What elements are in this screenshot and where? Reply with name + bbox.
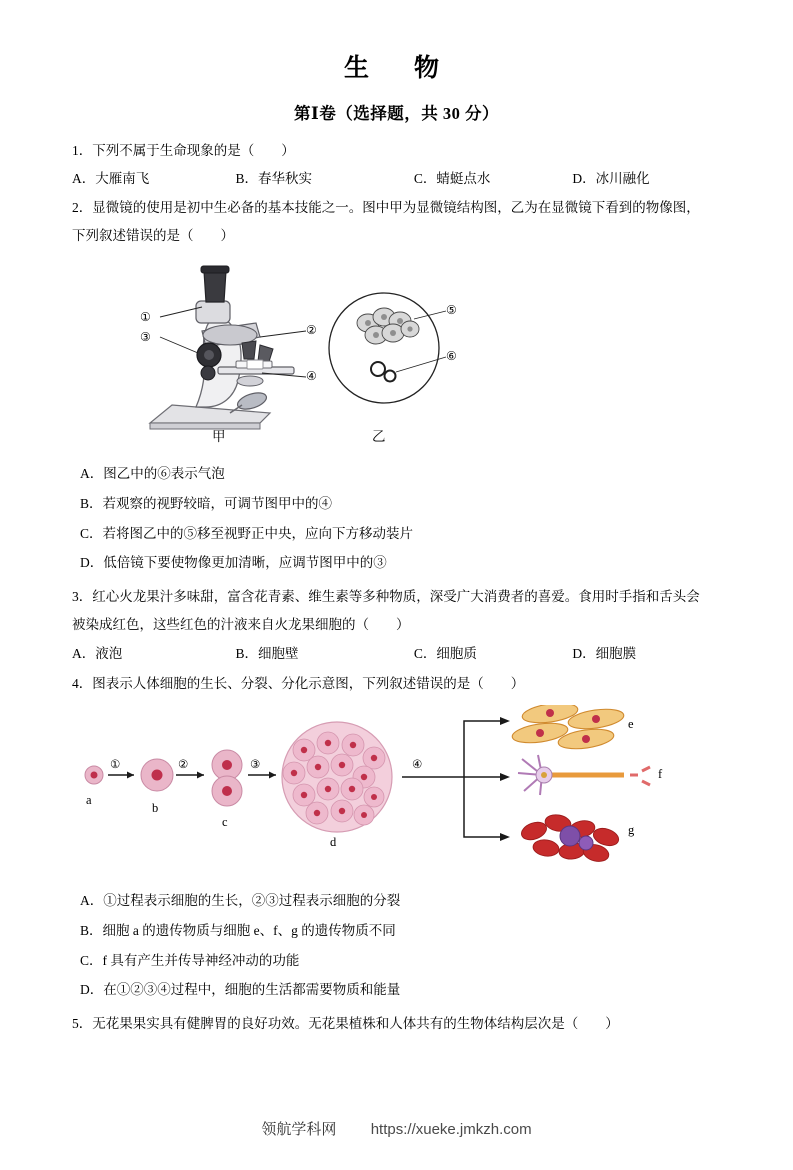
option-a[interactable]: A．液泡 [72, 645, 123, 661]
arrow-number-2: ② [178, 757, 189, 772]
cell-tag-a: a [86, 793, 92, 808]
question-2-stem-line2: 下列叙述错误的是（ ） [72, 227, 234, 243]
field-of-view-diagram [322, 273, 552, 443]
microscope-label-2: ② [306, 323, 317, 338]
question-3-stem-line1: 3．红心火龙果汁多味甜，富含花青素、维生素等多种物质，深受广大消费者的喜爱。食用时手指和舌头会 [72, 589, 700, 604]
option-d[interactable]: D．细胞膜 [572, 645, 637, 661]
option-c[interactable]: C．细胞质 [413, 645, 477, 661]
option-c[interactable]: C．若将图乙中的⑤移至视野正中央，应向下方移动装片 [80, 525, 414, 541]
cell-tag-f: f [658, 767, 663, 782]
microscope-label-3: ③ [140, 330, 151, 345]
option-c[interactable]: C．蜻蜓点水 [413, 171, 491, 187]
question-1-stem: 1．下列不属于生命现象的是（ ） [72, 143, 295, 158]
microscope-label-4: ④ [306, 369, 317, 384]
section-title: 第Ⅰ卷（选择题，共 30 分） [294, 104, 499, 123]
option-d[interactable]: D．在①②③④过程中，细胞的生活都需要物质和能量 [80, 982, 401, 998]
option-c[interactable]: C．f 具有产生并传导神经冲动的功能 [80, 952, 300, 968]
question-1-options [72, 166, 721, 192]
microscope-diagram [110, 255, 340, 440]
question-4-stem: 4．图表示人体细胞的生长、分裂、分化示意图，下列叙述错误的是（ ） [72, 675, 525, 691]
microscope-caption: 甲 [212, 429, 226, 445]
cell-tag-e: e [628, 717, 634, 732]
cell-tag-c: c [222, 815, 228, 830]
option-d[interactable]: D．冰川融化 [572, 171, 650, 187]
footer-brand: 领航学科网 [261, 1121, 337, 1138]
option-a[interactable]: A．①过程表示细胞的生长，②③过程表示细胞的分裂 [80, 893, 401, 909]
arrow-number-3: ③ [250, 757, 261, 772]
question-3-stem-line2: 被染成红色，这些红色的汁液来自火龙果细胞的（ ） [72, 617, 410, 633]
arrow-number-4: ④ [412, 757, 423, 772]
field-caption: 乙 [372, 429, 386, 445]
field-label-5: ⑤ [446, 303, 457, 318]
cell-tag-b: b [152, 801, 159, 816]
arrow-number-1: ① [110, 757, 121, 772]
figure-microscope [72, 255, 721, 455]
microscope-label-1: ① [140, 310, 151, 325]
question-3-options [72, 641, 721, 667]
option-d[interactable]: D．低倍镜下要使物像更加清晰，应调节图甲中的③ [80, 555, 387, 571]
exam-page [0, 48, 793, 1170]
figure-cell-differentiation [72, 705, 721, 880]
option-a[interactable]: A．大雁南飞 [72, 171, 150, 187]
question-4-options [72, 886, 721, 1005]
option-b[interactable]: B．细胞 a 的遗传物质与细胞 e、f、g 的遗传物质不同 [80, 922, 396, 938]
page-title: 生 物 [343, 55, 449, 82]
option-b[interactable]: B．细胞壁 [235, 645, 299, 661]
footer-watermark [0, 1118, 793, 1139]
option-b[interactable]: B．若观察的视野较暗，可调节图甲中的④ [80, 495, 333, 511]
cell-tag-g: g [628, 823, 635, 838]
cell-tag-d: d [330, 835, 337, 850]
option-a[interactable]: A．图乙中的⑥表示气泡 [80, 466, 225, 482]
footer-url: https://xueke.jmkzh.com [370, 1121, 532, 1138]
question-2-options [72, 459, 721, 578]
question-2-stem-line1: 2．显微镜的使用是初中生必备的基本技能之一。图中甲为显微镜结构图，乙为在显微镜下看到的物像图， [72, 199, 700, 215]
question-5-stem: 5．无花果果实具有健脾胃的良好功效。无花果植株和人体共有的生物体结构层次是（ ） [72, 1016, 619, 1031]
field-label-6: ⑥ [446, 349, 457, 364]
option-b[interactable]: B．春华秋实 [235, 171, 312, 187]
